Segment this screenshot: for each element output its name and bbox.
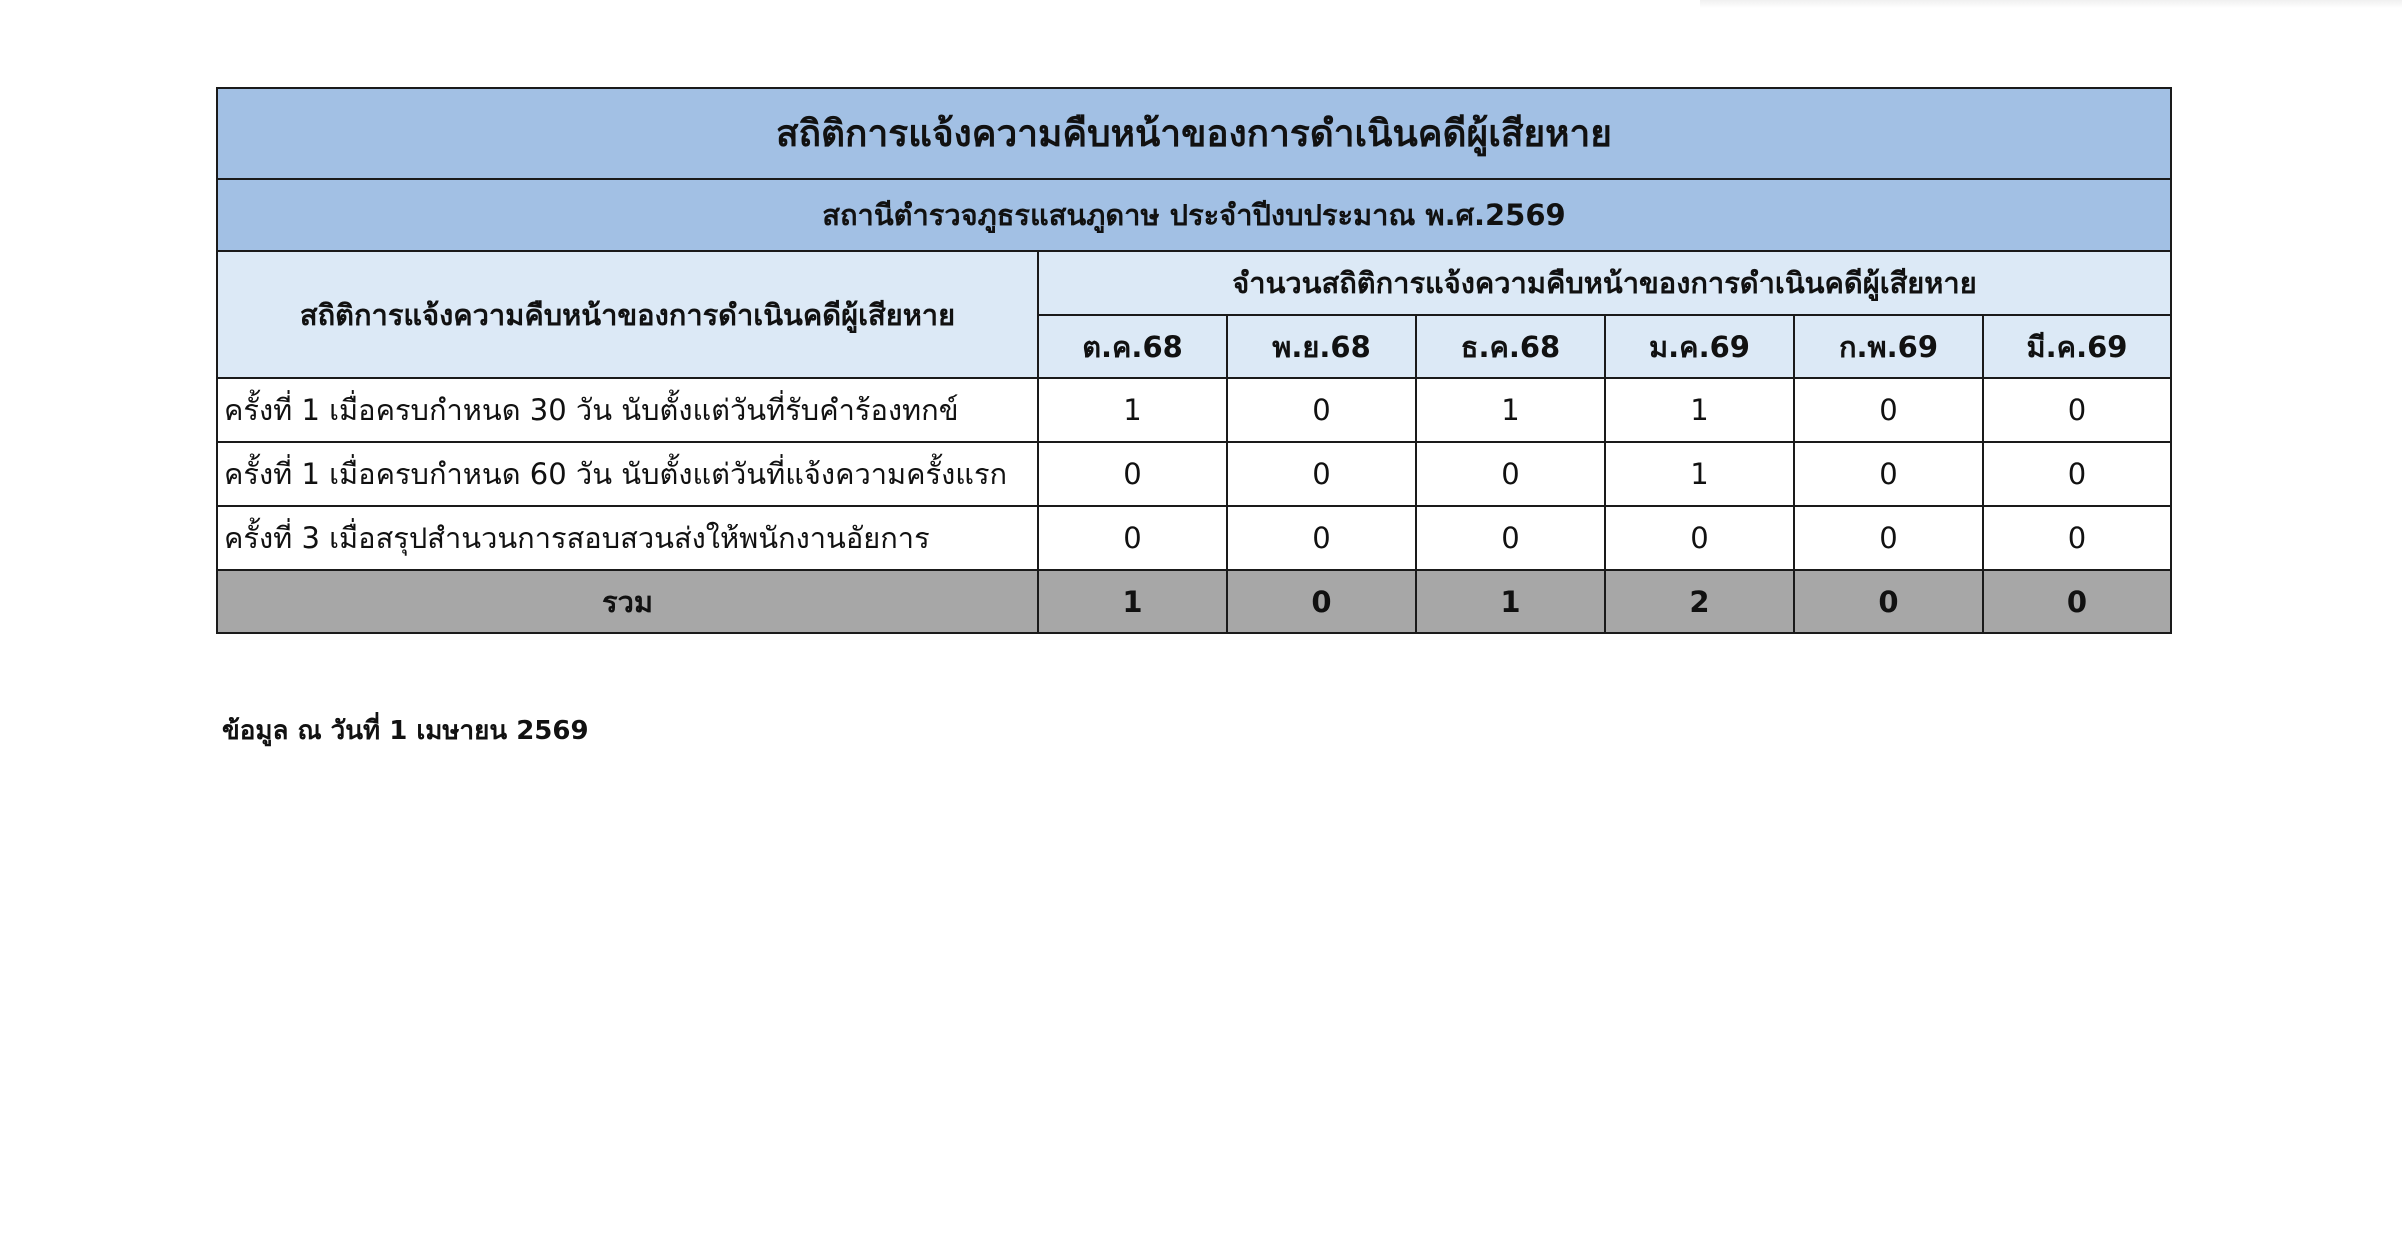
- total-cell: 0: [1794, 570, 1983, 633]
- total-cell: 0: [1983, 570, 2171, 633]
- table-cell: 0: [1983, 506, 2171, 570]
- table-cell: 0: [1794, 442, 1983, 506]
- table-cell: 1: [1416, 378, 1605, 442]
- table-cell: 1: [1605, 378, 1794, 442]
- total-cell: 1: [1038, 570, 1227, 633]
- row-label: ครั้งที่ 3 เมื่อสรุปสำนวนการสอบสวนส่งให้พนักงานอัยการ: [217, 506, 1038, 570]
- row-label: ครั้งที่ 1 เมื่อครบกำหนด 60 วัน นับตั้งแต่วันที่แจ้งความครั้งแรก: [217, 442, 1038, 506]
- table-cell: 0: [1416, 442, 1605, 506]
- table-cell: 0: [1227, 378, 1416, 442]
- table-row: [217, 442, 2171, 506]
- table-cell: 0: [1794, 506, 1983, 570]
- table-cell: 0: [1227, 442, 1416, 506]
- row-label: ครั้งที่ 1 เมื่อครบกำหนด 30 วัน นับตั้งแต่วันที่รับคำร้องทกข์: [217, 378, 1038, 442]
- title-row: [217, 88, 2171, 179]
- table-cell: 0: [1983, 378, 2171, 442]
- total-row: [217, 570, 2171, 633]
- table-row: [217, 506, 2171, 570]
- subtitle-row: [217, 179, 2171, 251]
- month-header: พ.ย.68: [1227, 315, 1416, 378]
- table-cell: 1: [1605, 442, 1794, 506]
- month-header: ธ.ค.68: [1416, 315, 1605, 378]
- table-cell: 0: [1983, 442, 2171, 506]
- total-cell: 1: [1416, 570, 1605, 633]
- data-date-note: ข้อมูล ณ วันที่ 1 เมษายน 2569: [222, 716, 589, 746]
- table-cell: 0: [1416, 506, 1605, 570]
- table-cell: 0: [1227, 506, 1416, 570]
- month-header: ต.ค.68: [1038, 315, 1227, 378]
- month-header: ก.พ.69: [1794, 315, 1983, 378]
- header-row-top: [217, 251, 2171, 315]
- total-label: รวม: [217, 570, 1038, 633]
- month-header: มี.ค.69: [1983, 315, 2171, 378]
- statistics-table: [216, 87, 2172, 634]
- page-edge-shadow: [1700, 0, 2402, 8]
- table-row: [217, 378, 2171, 442]
- table-cell: 1: [1038, 378, 1227, 442]
- table-cell: 0: [1605, 506, 1794, 570]
- group-header: จำนวนสถิติการแจ้งความคืบหน้าของการดำเนินคดีผู้เสียหาย: [1038, 251, 2171, 315]
- table-subtitle: สถานีตำรวจภูธรแสนภูดาษ ประจำปีงบประมาณ พ.ศ.2569: [217, 179, 2171, 251]
- table-cell: 0: [1038, 442, 1227, 506]
- table-title: สถิติการแจ้งความคืบหน้าของการดำเนินคดีผู้เสียหาย: [217, 88, 2171, 179]
- row-label-header: สถิติการแจ้งความคืบหน้าของการดำเนินคดีผู้เสียหาย: [217, 251, 1038, 378]
- total-cell: 2: [1605, 570, 1794, 633]
- table-cell: 0: [1038, 506, 1227, 570]
- table-cell: 0: [1794, 378, 1983, 442]
- month-header: ม.ค.69: [1605, 315, 1794, 378]
- total-cell: 0: [1227, 570, 1416, 633]
